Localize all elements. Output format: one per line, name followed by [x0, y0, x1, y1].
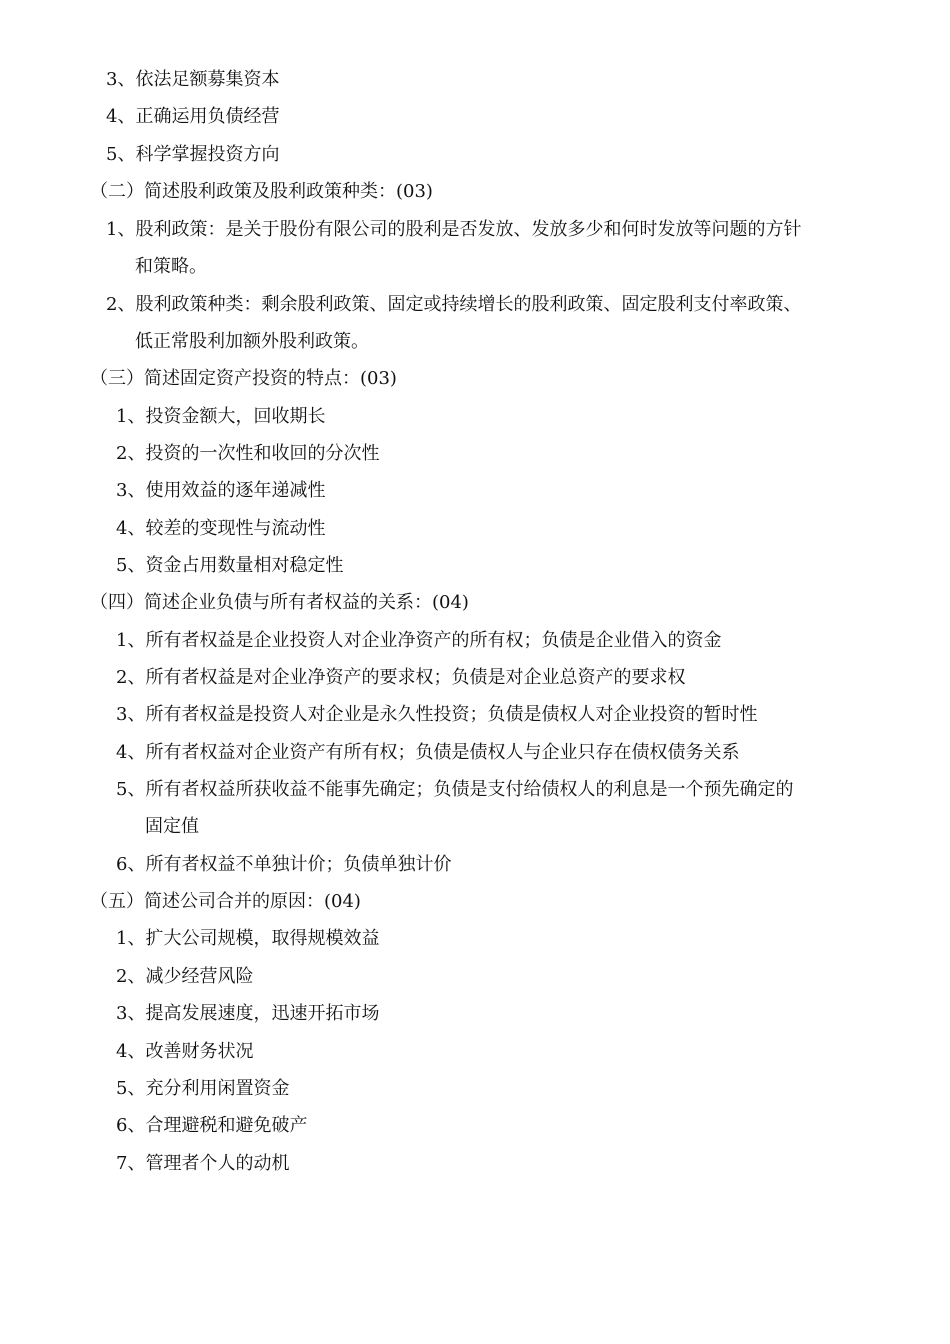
text-line: 2、投资的一次性和收回的分次性 [116, 443, 380, 464]
text-line: 3、依法足额募集资本 [106, 69, 280, 90]
text-line: 3、使用效益的逐年递减性 [116, 480, 326, 501]
text-line: 7、管理者个人的动机 [116, 1153, 290, 1174]
text-line: 1、股利政策：是关于股份有限公司的股利是否发放、发放多少和何时发放等问题的方针 [106, 219, 802, 240]
text-line: 5、资金占用数量相对稳定性 [116, 555, 344, 576]
text-line: 2、股利政策种类：剩余股利政策、固定或持续增长的股利政策、固定股利支付率政策、 [106, 294, 802, 315]
text-line: 4、所有者权益对企业资产有所有权；负债是债权人与企业只存在债权债务关系 [116, 742, 740, 763]
text-line: 3、提高发展速度，迅速开拓市场 [116, 1003, 380, 1024]
text-line: 3、所有者权益是投资人对企业是永久性投资；负债是债权人对企业投资的暂时性 [116, 704, 758, 725]
text-line: 5、所有者权益所获收益不能事先确定；负债是支付给债权人的利息是一个预先确定的 [116, 779, 794, 800]
text-line: 2、所有者权益是对企业净资产的要求权；负债是对企业总资产的要求权 [116, 667, 686, 688]
text-line: 2、减少经营风险 [116, 966, 254, 987]
text-line: 1、所有者权益是企业投资人对企业净资产的所有权；负债是企业借入的资金 [116, 630, 722, 651]
section-heading: （二）简述股利政策及股利政策种类：(03) [90, 181, 433, 202]
text-line: 4、改善财务状况 [116, 1041, 254, 1062]
text-line: 1、扩大公司规模，取得规模效益 [116, 928, 380, 949]
text-line: 低正常股利加额外股利政策。 [135, 331, 369, 352]
section-heading: （三）简述固定资产投资的特点：(03) [90, 368, 397, 389]
text-line: 和策略。 [135, 256, 207, 277]
text-line: 4、正确运用负债经营 [106, 106, 280, 127]
text-line: 5、科学掌握投资方向 [106, 144, 280, 165]
section-heading: （五）简述公司合并的原因：(04) [90, 891, 361, 912]
text-line: 6、所有者权益不单独计价；负债单独计价 [116, 854, 452, 875]
text-line: 6、合理避税和避免破产 [116, 1115, 308, 1136]
text-line: 4、较差的变现性与流动性 [116, 518, 326, 539]
section-heading: （四）简述企业负债与所有者权益的关系：(04) [90, 592, 469, 613]
text-line: 5、充分利用闲置资金 [116, 1078, 290, 1099]
text-line: 固定值 [145, 816, 199, 837]
text-line: 1、投资金额大，回收期长 [116, 406, 326, 427]
